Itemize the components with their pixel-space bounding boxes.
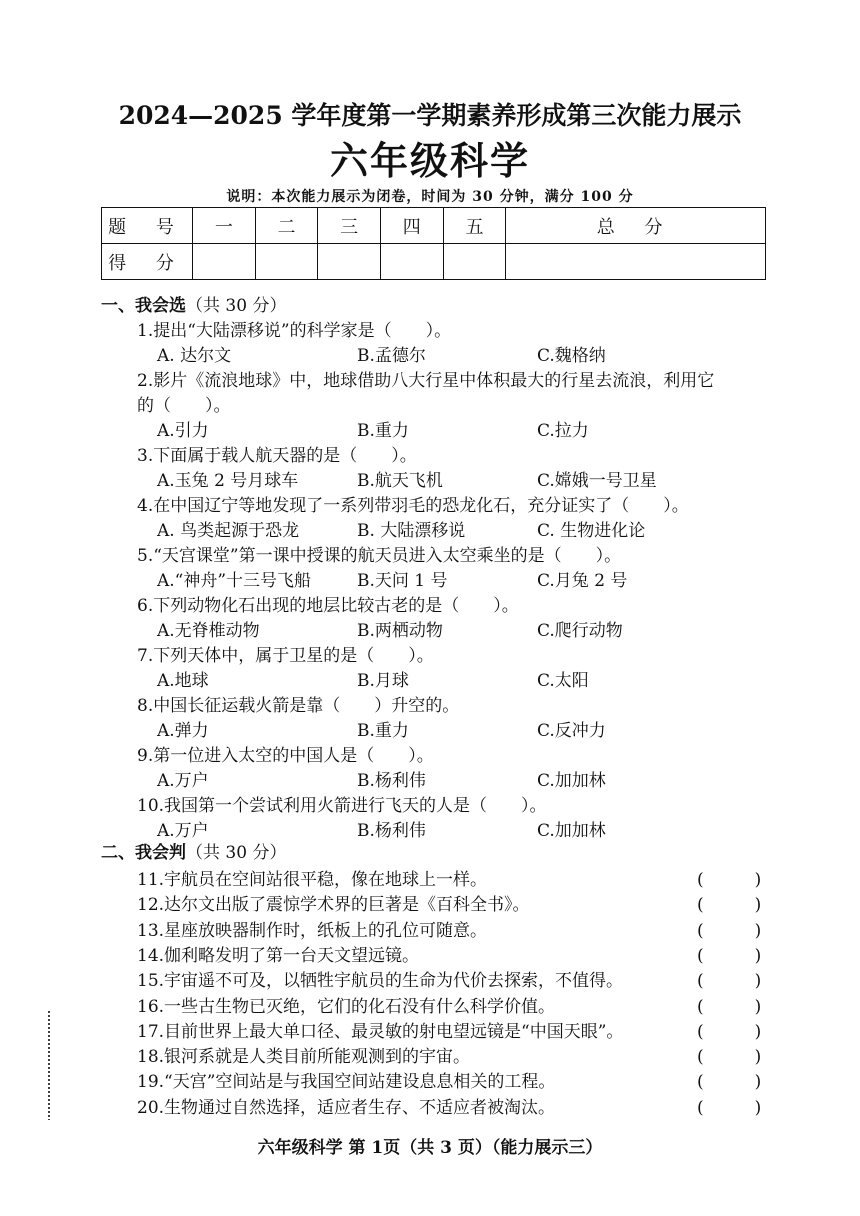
judgment-item: 18.银河系就是人类目前所能观测到的宇宙。 — [137, 1047, 471, 1068]
answer-option[interactable]: A.无脊椎动物 — [157, 621, 260, 641]
score-table-cell: 二 — [255, 208, 318, 244]
answer-option[interactable]: C.月兔 2 号 — [537, 571, 628, 591]
score-table-score-row — [102, 244, 766, 280]
answer-bracket[interactable]: ( ) — [697, 971, 762, 992]
score-input-cell[interactable] — [380, 244, 443, 280]
exam-title: 2024—2025 学年度第一学期素养形成第三次能力展示 — [118, 101, 742, 130]
score-table-cell: 总 分 — [506, 208, 766, 244]
answer-option[interactable]: B.重力 — [357, 421, 409, 441]
answer-bracket[interactable]: ( ) — [697, 996, 762, 1017]
answer-option[interactable]: C.嫦娥一号卫星 — [537, 471, 657, 491]
judgment-item: 15.宇宙遥不可及，以牺牲宇航员的生命为代价去探索，不值得。 — [137, 971, 624, 992]
answer-option[interactable]: B. 大陆漂移说 — [357, 521, 466, 541]
question-text: 6.下列动物化石出现的地层比较古老的是（ ）。 — [137, 596, 519, 616]
answer-bracket[interactable]: ( ) — [697, 945, 762, 966]
answer-option[interactable]: A. 鸟类起源于恐龙 — [157, 521, 300, 541]
score-table-header-row — [102, 208, 766, 244]
score-table-cell: 一 — [193, 208, 256, 244]
section-points: （共 30 分） — [186, 296, 287, 316]
answer-option[interactable]: C.太阳 — [537, 671, 589, 691]
answer-option[interactable]: B.杨利伟 — [357, 771, 426, 791]
judgment-item: 20.生物通过自然选择，适应者生存、不适应者被淘汰。 — [137, 1097, 556, 1118]
score-table-cell: 四 — [380, 208, 443, 244]
answer-option[interactable]: C. 生物进化论 — [537, 521, 646, 541]
judgment-item: 17.目前世界上最大单口径、最灵敏的射电望远镜是“中国天眼”。 — [137, 1021, 624, 1042]
section-title: 二、我会判 — [101, 843, 186, 863]
question-text-continued: 的（ ）。 — [137, 396, 231, 416]
score-input-cell[interactable] — [443, 244, 506, 280]
question-text: 1.提出“大陆漂移说”的科学家是（ ）。 — [137, 321, 452, 341]
answer-option[interactable]: C.魏格纳 — [537, 346, 606, 366]
question-text: 2.影片《流浪地球》中，地球借助八大行星中体积最大的行星去流浪，利用它 — [137, 371, 715, 391]
question-text: 8.中国长征运载火箭是靠（ ）升空的。 — [137, 696, 460, 716]
judgment-item: 14.伽利略发明了第一台天文望远镜。 — [137, 945, 420, 966]
score-input-cell[interactable] — [506, 244, 766, 280]
answer-option[interactable]: B.两栖动物 — [357, 621, 443, 641]
answer-option[interactable]: A.引力 — [157, 421, 209, 441]
question-text: 5.“天宫课堂”第一课中授课的航天员进入太空乘坐的是（ ）。 — [137, 546, 622, 566]
judgment-item: 13.星座放映器制作时，纸板上的孔位可随意。 — [137, 920, 488, 941]
score-table-cell: 三 — [318, 208, 381, 244]
answer-option[interactable]: C.反冲力 — [537, 721, 606, 741]
answer-option[interactable]: B.重力 — [357, 721, 409, 741]
section-heading — [101, 291, 286, 316]
answer-option[interactable]: C.加加林 — [537, 821, 606, 841]
answer-option[interactable]: C.拉力 — [537, 421, 589, 441]
score-table-cell: 题 号 — [102, 208, 193, 244]
answer-option[interactable]: A. 达尔文 — [157, 346, 232, 366]
score-table-cell: 五 — [443, 208, 506, 244]
section-title: 一、我会选 — [101, 296, 186, 316]
section-heading — [101, 838, 286, 863]
answer-option[interactable]: B.航天飞机 — [357, 471, 443, 491]
judgment-item: 16.一些古生物已灭绝，它们的化石没有什么科学价值。 — [137, 996, 556, 1017]
answer-option[interactable]: A.万户 — [157, 821, 209, 841]
score-table-cell: 得 分 — [102, 244, 193, 280]
score-input-cell[interactable] — [255, 244, 318, 280]
judgment-item: 19.“天宫”空间站是与我国空间站建设息息相关的工程。 — [137, 1072, 556, 1093]
score-input-cell[interactable] — [193, 244, 256, 280]
answer-bracket[interactable]: ( ) — [697, 1047, 762, 1068]
answer-option[interactable]: B.杨利伟 — [357, 821, 426, 841]
answer-option[interactable]: A.“神舟”十三号飞船 — [157, 571, 312, 591]
instructions: 说明：本次能力展示为闭卷，时间为 30 分钟，满分 100 分 — [226, 189, 634, 205]
page-footer: 六年级科学 第 1页（共 3 页）（能力展示三） — [257, 1138, 603, 1158]
answer-bracket[interactable]: ( ) — [697, 920, 762, 941]
judgment-item: 11.宇航员在空间站很平稳，像在地球上一样。 — [137, 870, 488, 890]
answer-option[interactable]: B.孟德尔 — [357, 346, 426, 366]
answer-bracket[interactable]: ( ) — [697, 1097, 762, 1118]
answer-option[interactable]: A.玉兔 2 号月球车 — [157, 471, 299, 491]
question-text: 9.第一位进入太空的中国人是（ ）。 — [137, 746, 434, 766]
question-text: 3.下面属于载人航天器的是（ ）。 — [137, 446, 417, 466]
answer-bracket[interactable]: ( ) — [697, 1021, 762, 1042]
binding-margin-dots — [48, 1010, 50, 1120]
score-input-cell[interactable] — [318, 244, 381, 280]
question-text: 4.在中国辽宁等地发现了一系列带羽毛的恐龙化石，充分证实了（ ）。 — [137, 496, 689, 516]
answer-option[interactable]: B.月球 — [357, 671, 409, 691]
answer-option[interactable]: A.弹力 — [157, 721, 209, 741]
score-table — [101, 207, 766, 280]
answer-bracket[interactable]: ( ) — [697, 895, 762, 916]
answer-option[interactable]: A.地球 — [157, 671, 209, 691]
question-text: 7.下列天体中，属于卫星的是（ ）。 — [137, 646, 434, 666]
answer-bracket[interactable]: ( ) — [697, 1072, 762, 1093]
answer-option[interactable]: A.万户 — [157, 771, 209, 791]
answer-bracket[interactable]: ( ) — [697, 870, 762, 890]
answer-option[interactable]: C.爬行动物 — [537, 621, 623, 641]
section-points: （共 30 分） — [186, 843, 287, 863]
question-text: 10.我国第一个尝试利用火箭进行飞天的人是（ ）。 — [137, 796, 547, 816]
answer-option[interactable]: C.加加林 — [537, 771, 606, 791]
answer-option[interactable]: B.天问 1 号 — [357, 571, 448, 591]
subject-title: 六年级科学 — [329, 138, 530, 183]
judgment-item: 12.达尔文出版了震惊学术界的巨著是《百科全书》。 — [137, 895, 530, 916]
